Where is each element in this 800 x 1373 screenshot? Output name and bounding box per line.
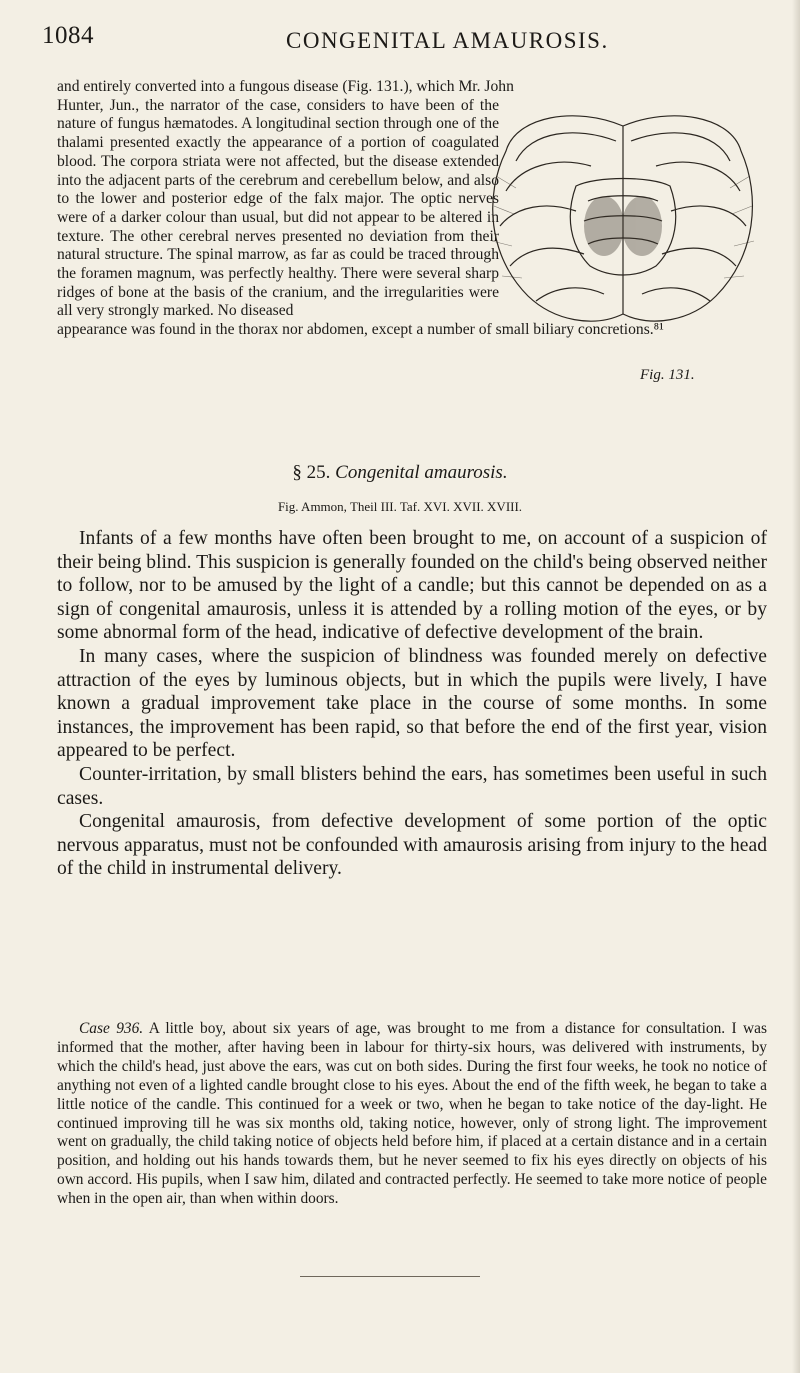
running-head: CONGENITAL AMAUROSIS.: [286, 28, 609, 53]
paragraph: In many cases, where the suspicion of blindness was founded merely on defective attraction of the eyes by luminous objects, but in which the pupils were lively, I have known a gradual improvement take place in the course of some months. In some instances, the improvement has been rapid, so that before the end of the first year, vision appeared to be perfect.: [57, 645, 767, 762]
text-line-first: and entirely converted into a fungous disease (Fig. 131.), which Mr. John: [57, 78, 514, 95]
text-wrapped-by-figure: Hunter, Jun., the narrator of the case, considers to have been of the nature of fungus hæmatodes. A longitudinal section through one of the thalami presented exactly the appearance of a portion of coagulated blood. The corpora striata were not affected, but the disease extended into the adjacent parts of the cerebrum and cerebellum below, and also to the lower and posterior edge of the falx major. The optic nerves were of a darker colour than usual, but did not appear to be altered in texture. The other cerebral nerves presented no deviation from their natural structure. The spinal marrow, as far as could be traced through the foramen magnum, was perfectly healthy. There were several sharp ridges of bone at the basis of the cranium, and the irregularities were all very strongly marked. No diseased: [57, 96, 499, 320]
case-936: [57, 1020, 767, 1209]
page-number: 1084: [42, 22, 94, 49]
text-after-figure: appearance was found in the thorax nor abdomen, except a number of small biliary concretions.⁸¹: [57, 321, 664, 339]
figure-caption: Fig. 131.: [640, 367, 695, 383]
case-paragraph: [57, 1020, 767, 1209]
footer-rule: [300, 1276, 480, 1277]
paragraph: Counter-irritation, by small blisters behind the ears, has sometimes been useful in such cases.: [57, 763, 767, 809]
figure-131-brain-illustration: [476, 96, 770, 336]
section-title: Congenital amaurosis.: [335, 462, 508, 483]
case-label: Case 936.: [79, 1020, 144, 1037]
section-number: § 25.: [292, 462, 331, 483]
section-heading: [0, 462, 800, 484]
paragraph: Infants of a few months have often been brought to me, on account of a suspicion of their being blind. This suspicion is generally founded on the child's being observed neither to follow, nor to be amused by the light of a candle; but this cannot be depended on as a sign of congenital amaurosis, unless it is attended by a rolling motion of the eyes, or by some abnormal form of the head, indicative of defective development of the brain.: [57, 528, 767, 644]
body-text: [57, 527, 767, 881]
figure-reference: Fig. Ammon, Theil III. Taf. XVI. XVII. XVIII.: [277, 499, 523, 514]
brain-section-drawing: [476, 96, 770, 336]
paragraph: Congenital amaurosis, from defective development of some portion of the optic nervous apparatus, must not be confounded with amaurosis arising from injury to the head of the child in instrumental delivery.: [57, 811, 767, 880]
page-edge-shadow: [792, 0, 800, 1373]
case-body: A little boy, about six years of age, was brought to me from a distance for consultation. I was informed that the mother, after having been in labour for thirty-six hours, was delivered with instruments, by which the child's head, just above the ears, was cut on both sides. During the first four weeks, he took no notice of anything not even of a lighted candle brought close to his eyes. About the end of the fifth week, he began to take a little notice of the candle. This continued for a week or two, when he began to take notice of the day-light. He continued improving till he was six months old, taking notice, however, only of strong light. The improvement went on gradually, the child taking notice of objects held before him, if placed at a certain distance and in a certain position, and holding out his hands towards them, but he never seemed to fix his eyes directly on objects of his own accord. His pupils, when I saw him, dilated and contracted perfectly. He seemed to take more notice of people when in the open air, than when within doors.: [57, 1020, 767, 1208]
